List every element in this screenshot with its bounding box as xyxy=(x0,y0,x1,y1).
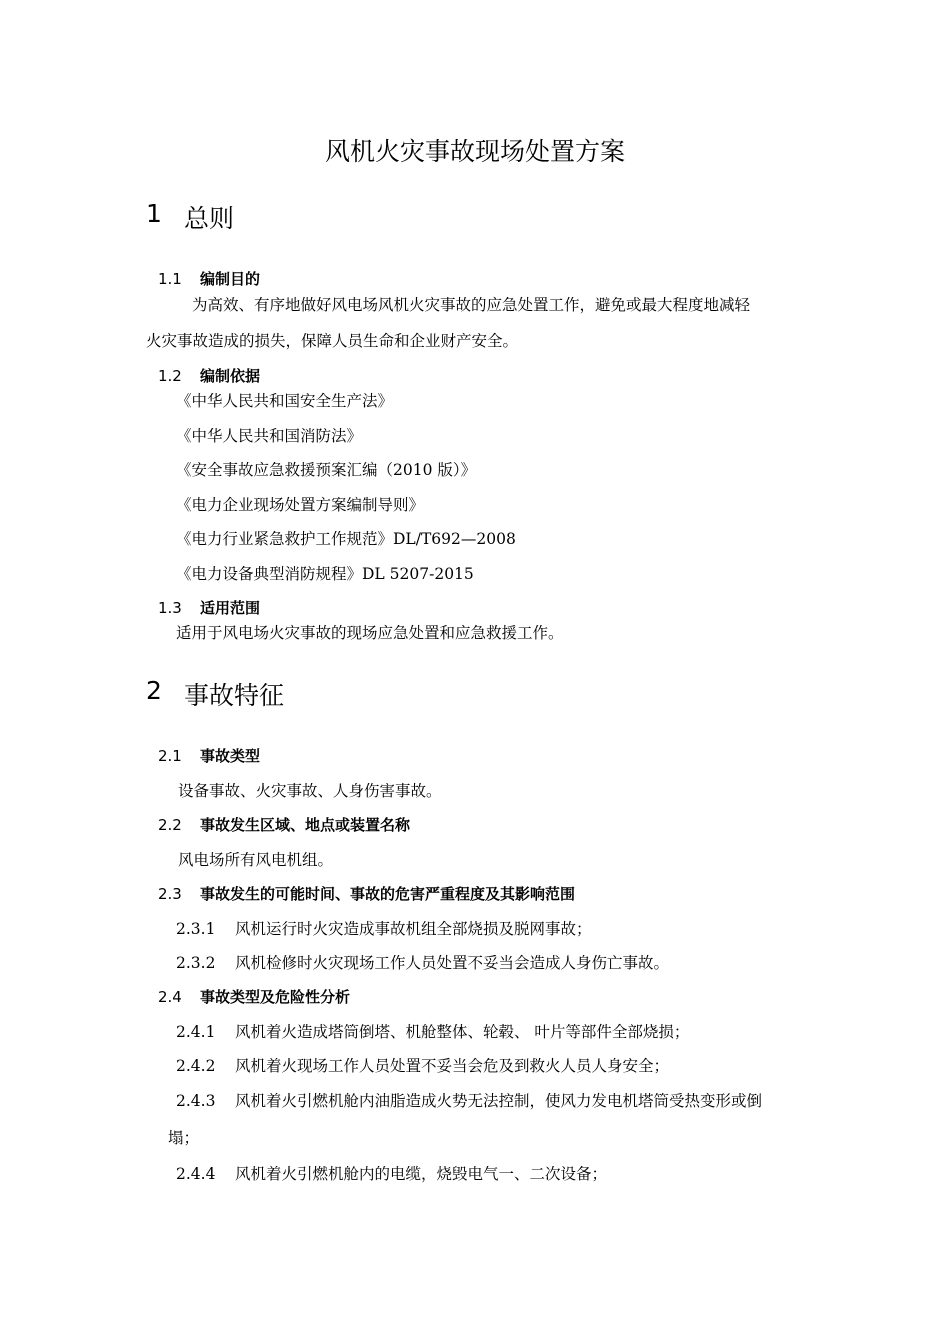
list-item xyxy=(176,1089,762,1111)
reference-item: 《安全事故应急救援预案汇编（2010 版）》 xyxy=(176,461,477,479)
subsection-number: 1.1 xyxy=(158,270,182,288)
subsection-title: 事故发生的可能时间、事故的危害严重程度及其影响范围 xyxy=(200,885,576,903)
item-text: 风机着火引燃机舱内的电缆，烧毁电气一、二次设备； xyxy=(235,1165,608,1183)
paragraph-line: 风电场所有风电机组。 xyxy=(178,851,334,869)
item-number: 2.3.1 xyxy=(176,920,216,938)
section-title: 总则 xyxy=(184,204,235,233)
reference-item: 《中华人民共和国消防法》 xyxy=(176,427,363,445)
subsection-number: 2.1 xyxy=(158,747,182,765)
item-number: 2.4.4 xyxy=(176,1165,216,1183)
subsection-number: 2.4 xyxy=(158,988,182,1006)
paragraph-line: 适用于风电场火灾事故的现场应急处置和应急救援工作。 xyxy=(176,624,564,642)
subsection-title: 事故类型 xyxy=(200,747,261,765)
subsection-title: 事故类型及危险性分析 xyxy=(200,988,351,1006)
paragraph-line: 设备事故、火灾事故、人身伤害事故。 xyxy=(178,782,442,800)
item-text: 风机着火引燃机舱内油脂造成火势无法控制，使风力发电机塔筒受热变形或倒 xyxy=(235,1092,763,1110)
item-text: 风机运行时火灾造成事故机组全部烧损及脱网事故； xyxy=(235,920,592,938)
item-number: 2.3.2 xyxy=(176,954,216,972)
subsection-title: 适用范围 xyxy=(200,599,261,617)
paragraph-line: 火灾事故造成的损失，保障人员生命和企业财产安全。 xyxy=(146,332,519,350)
item-number: 2.4.1 xyxy=(176,1023,216,1041)
subsection-heading-1-2 xyxy=(158,365,260,386)
item-text: 风机检修时火灾现场工作人员处置不妥当会造成人身伤亡事故。 xyxy=(235,954,670,972)
document-title: 风机火灾事故现场处置方案 xyxy=(324,137,625,166)
subsection-number: 2.2 xyxy=(158,816,182,834)
subsection-title: 编制依据 xyxy=(200,367,261,385)
list-item xyxy=(176,951,669,973)
section-title: 事故特征 xyxy=(184,681,285,710)
subsection-title: 事故发生区域、地点或装置名称 xyxy=(200,816,411,834)
item-number: 2.4.2 xyxy=(176,1057,216,1075)
reference-item: 《中华人民共和国安全生产法》 xyxy=(176,392,394,410)
subsection-number: 1.3 xyxy=(158,599,182,617)
list-item xyxy=(176,1162,607,1184)
list-item-continuation: 塌； xyxy=(168,1129,200,1147)
item-text: 风机着火现场工作人员处置不妥当会危及到救火人员人身安全； xyxy=(235,1057,670,1075)
subsection-heading-2-3 xyxy=(158,883,575,904)
subsection-number: 2.3 xyxy=(158,885,182,903)
section-number: 2 xyxy=(146,676,162,705)
subsection-heading-2-1 xyxy=(158,745,260,766)
reference-item: 《电力企业现场处置方案编制导则》 xyxy=(176,496,425,514)
subsection-number: 1.2 xyxy=(158,367,182,385)
subsection-heading-2-4 xyxy=(158,986,350,1007)
list-item xyxy=(176,1020,689,1042)
subsection-heading-1-1 xyxy=(158,268,260,289)
list-item xyxy=(176,917,592,939)
list-item xyxy=(176,1054,669,1076)
item-text: 风机着火造成塔筒倒塔、机舱整体、轮毂、 叶片等部件全部烧损； xyxy=(235,1023,690,1041)
item-number: 2.4.3 xyxy=(176,1092,216,1110)
subsection-heading-1-3 xyxy=(158,597,260,618)
reference-item: 《电力设备典型消防规程》DL 5207-2015 xyxy=(176,565,474,583)
subsection-heading-2-2 xyxy=(158,814,410,835)
reference-item: 《电力行业紧急救护工作规范》DL/T692—2008 xyxy=(176,530,516,548)
subsection-title: 编制目的 xyxy=(200,270,261,288)
paragraph-line: 为高效、有序地做好风电场风机火灾事故的应急处置工作，避免或最大程度地减轻 xyxy=(192,296,751,314)
section-number: 1 xyxy=(146,199,162,228)
